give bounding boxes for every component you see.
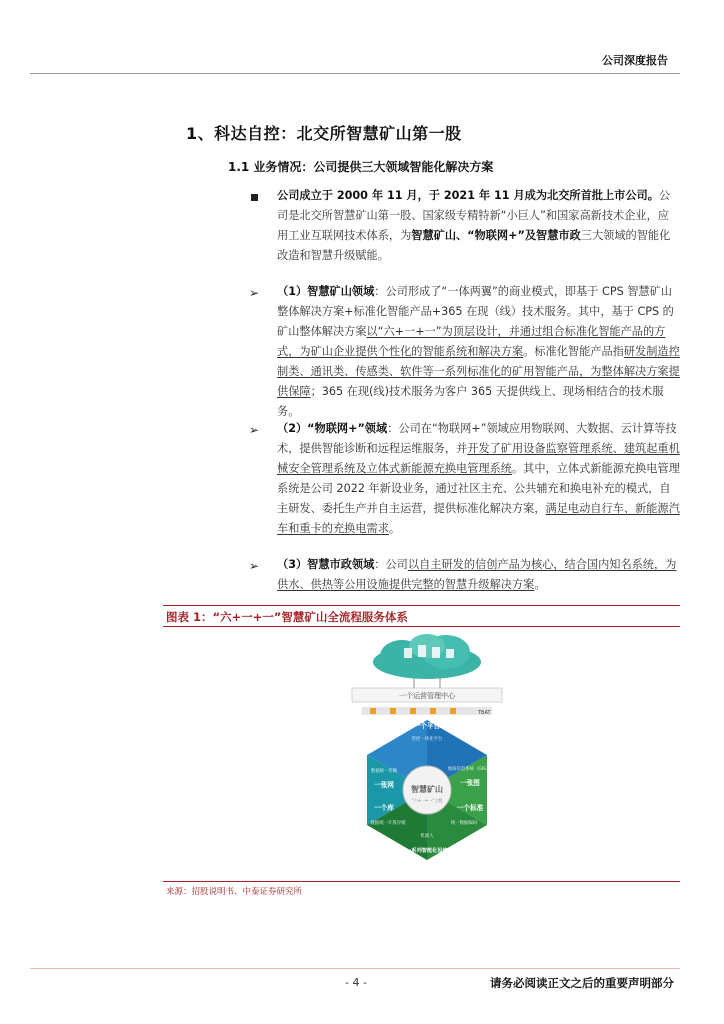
seg-top-label: 一个平台: [413, 722, 441, 730]
source-rule: [163, 881, 680, 882]
item-underlined-text: 以“六+一+一”为顶层设计，并通过组合标准化智能产品的方式，为矿山企业提供个性化的智能系统和解决方案: [277, 325, 666, 358]
arrow-bullet-icon: ➢: [249, 286, 260, 300]
item-underlined-text: 开发了矿用设备监察管理系统、建筑起重机械安全管理系统及立体式新能源充换电管理系统: [277, 442, 680, 475]
intro-text-2: 三大领域的智能化改造和智慧升级赋能。: [277, 229, 671, 262]
intro-fields: 智慧矿山、“物联网+”及智慧市政: [411, 229, 581, 242]
footer-disclaimer: 请务必阅读正文之后的重要声明部分: [490, 976, 674, 990]
operations-center-label: 一个运营管理中心: [399, 692, 455, 700]
item-text: ：公司在“物联网+”领域应用物联网、大数据、云计算等技术，提供智能诊断和远程运维服务，并: [277, 422, 677, 455]
item-text: 。: [388, 522, 401, 535]
footer-divider: [30, 968, 680, 969]
hub-label: 智慧矿山: [411, 785, 443, 794]
seg-bl-label: 一个库: [374, 804, 394, 812]
seg-tr-label: 一张图: [460, 779, 480, 787]
item-text: 。: [534, 578, 546, 591]
section-title: 1、科达自控：北交所智慧矿山第一股: [186, 124, 462, 143]
hub-sub-label: “六+一+一”工程: [411, 798, 443, 803]
arrow-tag-label: TBAT: [478, 710, 491, 716]
intro-text-1: 公司是北交所智慧矿山第一股、国家级专精特新“小巨人”和国家高新技术企业，应用工业互联网技术体系，为: [277, 189, 671, 242]
figure-top-rule: [163, 605, 680, 606]
seg-br-sub: 统一数据编码: [450, 821, 478, 826]
item-underlined-text: 满足电动自行车、新能源汽车和重卡的充换电需求: [277, 502, 680, 535]
figure-title-rule: [163, 626, 680, 627]
item-text: ：公司形成了“一体两翼”的商业模式，即基于 CPS 智慧矿山整体解决方案+标准化智能产品+365 在现（线）技术服务。其中，基于 CPS 的矿山整体解决方案: [277, 285, 674, 338]
item-smart-mine: [277, 282, 680, 422]
item-text: 。其中，立体式新能源充换电管理系统是公司 2022 年新设业务，通过社区主充、公共辅充和换电补充的模式，自主研发、委托生产并自主运营，提供标准化解决方案，: [277, 462, 680, 515]
header-divider: [30, 73, 680, 74]
server-rack-strip: [362, 707, 492, 715]
seg-br-label: 一个标准: [456, 804, 484, 812]
seg-tr-sub: 地质信息系统（GIS）: [447, 767, 491, 772]
intro-paragraph: [277, 186, 680, 266]
page-number: - 4 -: [345, 976, 367, 989]
item-smart-city: [277, 555, 680, 595]
item-underlined-text: 以自主研发的信创产品为核心，结合国内知名系统，为供水、供热等公用设施提供完整的智慧升级解决方案: [277, 558, 677, 591]
item-iot: [277, 419, 680, 539]
seg-bottom-label: 一系列智能化设施: [406, 848, 448, 854]
item-underlined-text: 研发制造控制类、通讯类、传感类、软件等一系列标准化的矿用智能产品，为整体解决方案提供保障: [277, 345, 680, 398]
report-type-header: 公司深度报告: [602, 54, 668, 67]
seg-top-sub: 管控一体化平台: [411, 737, 443, 742]
figure-source: 来源：招股说明书、中泰证券研究所: [166, 887, 303, 897]
item-text: ；365 在现(线)技术服务为客户 365 天提供线上、现场相结合的技术服务。: [277, 385, 664, 418]
seg-bl-sub: 数据统一计算存储: [370, 821, 406, 826]
seg-tl-label: 一张网: [374, 781, 394, 789]
service-system-diagram: [342, 632, 512, 868]
seg-tl-sub: 数据统一传输: [370, 769, 398, 774]
item-text: 。标准化智能产品指: [523, 345, 624, 358]
item-text: ：公司: [374, 558, 408, 571]
seg-bottom-sub: 机器人: [420, 834, 434, 839]
intro-lead: 公司成立于 2000 年 11 月，于 2021 年 11 月成为北交所首批上市公司。: [277, 189, 659, 202]
item-heading: （3）智慧市政领域: [277, 558, 375, 571]
figure-title: 图表 1：“六+一+一”智慧矿山全流程服务体系: [166, 610, 408, 624]
square-bullet-icon: [251, 194, 258, 201]
arrow-bullet-icon: ➢: [249, 559, 260, 573]
item-heading: （2）“物联网+”领域: [277, 422, 388, 435]
cloud-icon: [373, 634, 481, 679]
arrow-bullet-icon: ➢: [249, 423, 260, 437]
item-heading: （1）智慧矿山领域: [277, 285, 375, 298]
section-subtitle: 1.1 业务情况：公司提供三大领域智能化解决方案: [228, 160, 494, 174]
